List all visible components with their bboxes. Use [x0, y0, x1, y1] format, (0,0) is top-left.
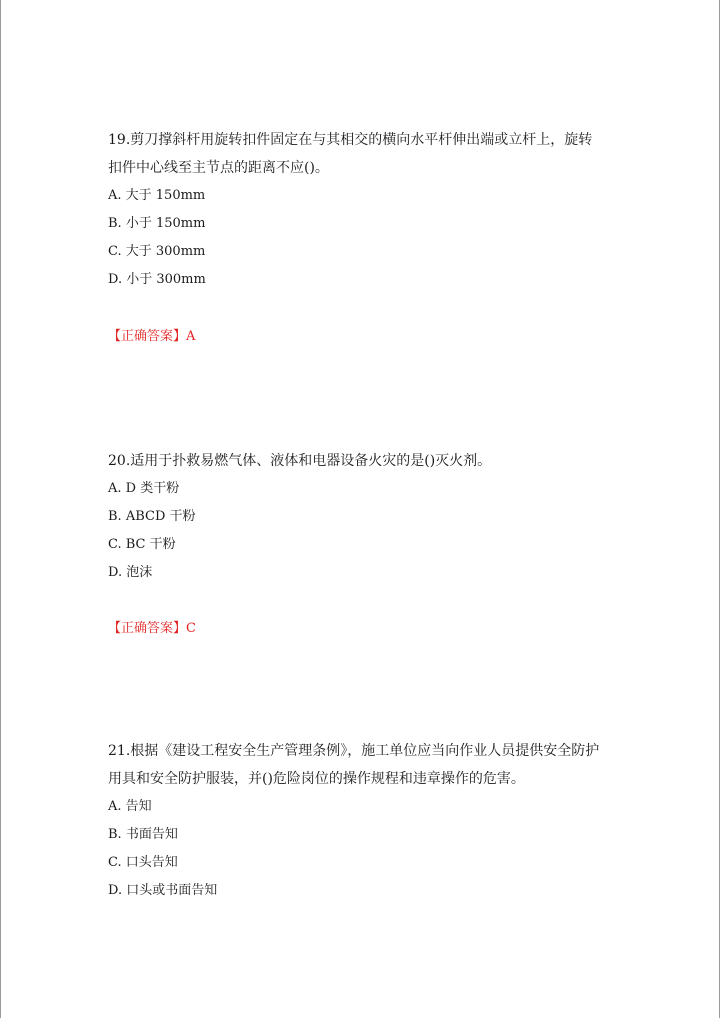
question-stem: 20.适用于扑救易燃气体、液体和电器设备火灾的是()灭火剂。 [108, 453, 492, 469]
option-a: A. 告知 [108, 799, 152, 814]
answer-value: A [186, 329, 196, 344]
option-b: B. 小于 150mm [108, 216, 206, 231]
option-d: D. 口头或书面告知 [108, 883, 218, 898]
answer-label: 【正确答案】 [108, 329, 187, 344]
question-19 [108, 126, 628, 294]
option-c: C. 口头告知 [108, 855, 178, 870]
answer-label: 【正确答案】 [108, 621, 187, 636]
question-stem-continued: 用具和安全防护服装，并()危险岗位的操作规程和违章操作的危害。 [108, 771, 525, 787]
question-stem: 21.根据《建设工程安全生产管理条例》，施工单位应当向作业人员提供安全防护 [108, 743, 600, 759]
option-d: D. 小于 300mm [108, 272, 206, 287]
option-b: B. 书面告知 [108, 827, 178, 842]
answer-19 [108, 327, 195, 347]
page-border-left [0, 0, 1, 1018]
option-c: C. BC 干粉 [108, 537, 176, 552]
option-d: D. 泡沫 [108, 565, 153, 580]
answer-value: C [186, 621, 196, 636]
question-21 [108, 737, 628, 905]
answer-20 [108, 619, 196, 639]
option-c: C. 大于 300mm [108, 244, 206, 259]
option-a: A. 大于 150mm [108, 188, 206, 203]
question-20 [108, 447, 628, 587]
option-b: B. ABCD 干粉 [108, 509, 196, 524]
question-stem-continued: 扣件中心线至主节点的距离不应()。 [108, 160, 329, 176]
option-a: A. D 类干粉 [108, 481, 180, 496]
question-stem: 19.剪刀撑斜杆用旋转扣件固定在与其相交的横向水平杆伸出端或立杆上，旋转 [108, 132, 593, 148]
